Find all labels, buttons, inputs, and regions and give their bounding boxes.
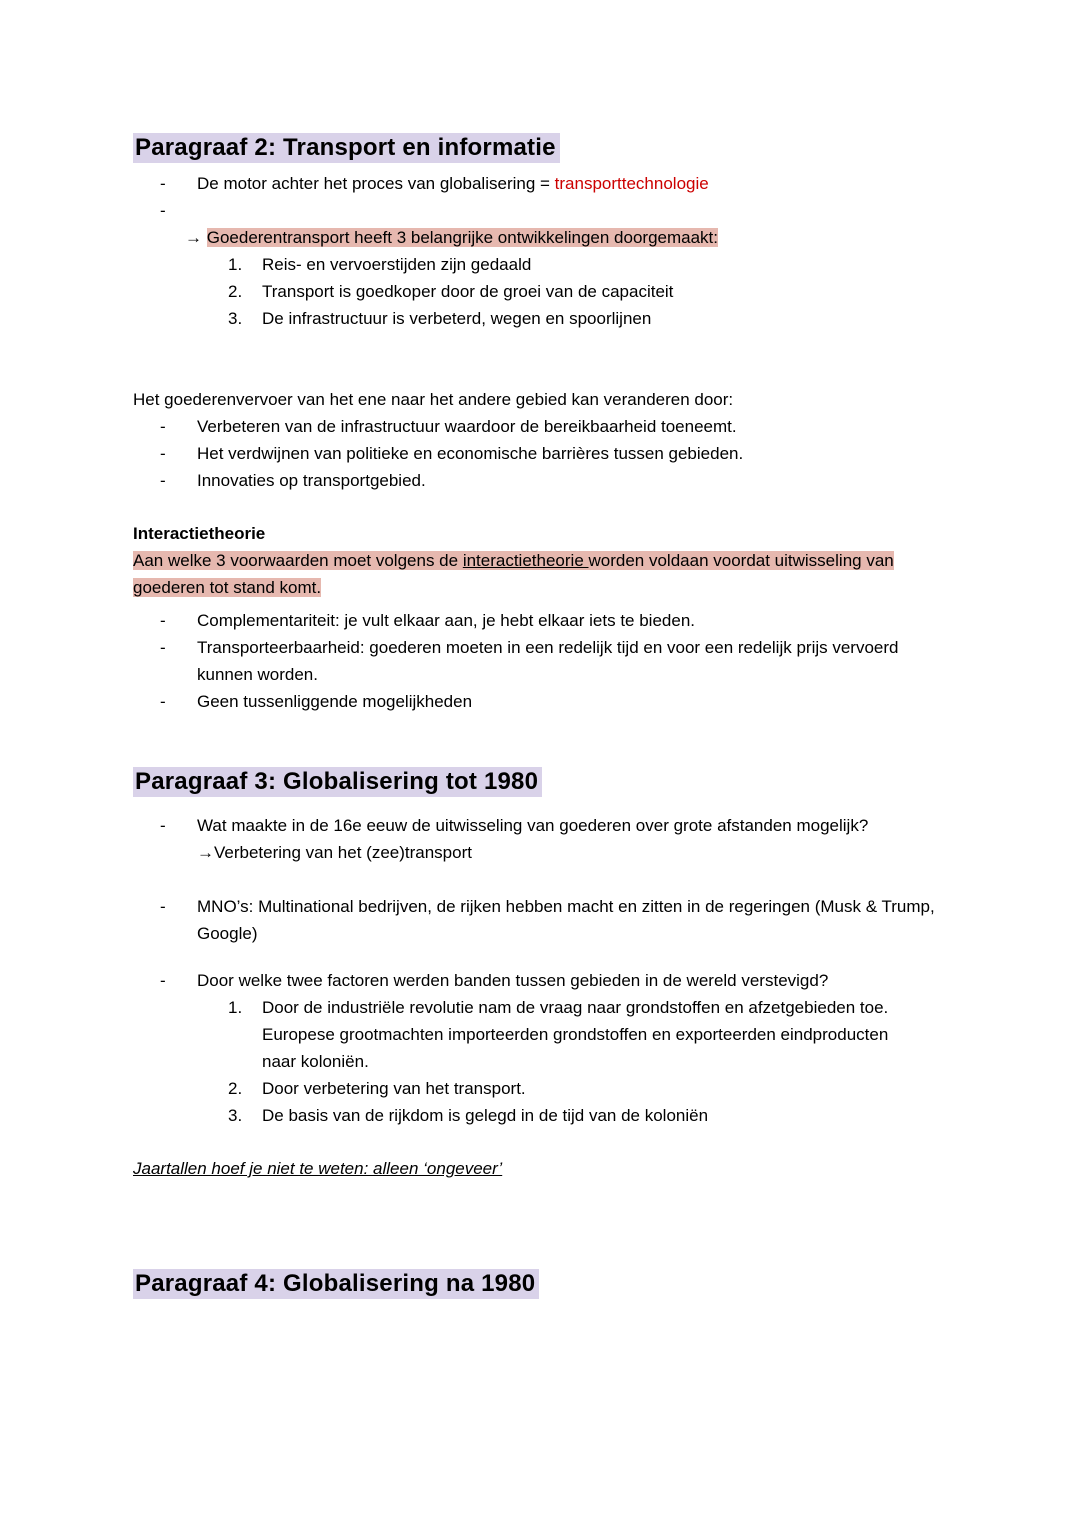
- red-term-transporttechnologie: transporttechnologie: [554, 174, 709, 193]
- section-paragraaf-2: [133, 131, 949, 715]
- numbered-item: [133, 251, 949, 278]
- bullet-motor: [133, 170, 949, 197]
- interactietheorie-subheading: Interactietheorie: [133, 524, 266, 543]
- section-paragraaf-4: [133, 1267, 949, 1300]
- interactie-question-part2: worden voldaan voordat uitwisseling van goederen tot stand komt.: [133, 551, 894, 597]
- heading-paragraaf-3-text: Paragraaf 3: Globalisering tot 1980: [133, 767, 542, 797]
- bullet-voorwaarde: [133, 688, 949, 715]
- number-marker: 1.: [228, 998, 243, 1017]
- number-marker: 2.: [228, 1079, 243, 1098]
- bullet-text: Transporteerbaarheid: goederen moeten in een redelijk tijd en voor een redelijk prijs vervoerd kunnen worden.: [197, 638, 899, 684]
- voorwaarden-list: [133, 607, 949, 715]
- bullet-mno: [133, 893, 949, 947]
- numbered-item: [133, 305, 949, 332]
- number-marker: 2.: [228, 282, 243, 301]
- vervoer-intro: Het goederenvervoer van het ene naar het andere gebied kan veranderen door:: [133, 390, 734, 409]
- numbered-item-text: Transport is goedkoper door de groei van de capaciteit: [262, 282, 674, 301]
- heading-paragraaf-4-text: Paragraaf 4: Globalisering na 1980: [133, 1269, 539, 1299]
- numbered-item: [133, 278, 949, 305]
- vraag-16e-antwoord: →Verbetering van het (zee)transport: [197, 843, 472, 862]
- bullet-vervoer-reden: [133, 440, 949, 467]
- bullet-motor-prefix: De motor achter het proces van globalisering =: [197, 174, 555, 193]
- dash-marker: -: [160, 816, 166, 835]
- bullet-empty: [133, 197, 949, 224]
- number-marker: 1.: [228, 255, 243, 274]
- numbered-item: [133, 1075, 949, 1102]
- bullet-motor-text: [197, 170, 709, 197]
- numbered-item-text: Door de industriële revolutie nam de vraag naar grondstoffen en afzetgebieden toe. Europese grootmachten importeerden grondstoffen en exporteerden eindproducten naar koloniën.: [262, 998, 889, 1071]
- goederentransport-line: [133, 224, 949, 251]
- interactie-question: [133, 547, 933, 601]
- arrow-right-icon: →: [185, 228, 202, 247]
- numbered-item: [133, 1102, 949, 1129]
- bullet-text: MNO’s: Multinational bedrijven, de rijken hebben macht en zitten in de regeringen (Musk & Trump, Google): [197, 897, 935, 943]
- dash-marker: -: [160, 417, 166, 436]
- dash-marker: -: [160, 471, 166, 490]
- dash-marker: -: [160, 174, 166, 193]
- heading-paragraaf-4: [133, 1267, 949, 1300]
- bullet-voorwaarde: [133, 634, 949, 688]
- bullet-text: Door welke twee factoren werden banden tussen gebieden in de wereld verstevigd?: [197, 971, 829, 990]
- bullet-vraag-16e: [133, 812, 949, 839]
- dash-marker: -: [160, 201, 166, 220]
- section-paragraaf-3: [133, 765, 949, 1182]
- interactie-question-part1: Aan welke 3 voorwaarden moet volgens de: [133, 551, 463, 570]
- numbered-item-text: Door verbetering van het transport.: [262, 1079, 526, 1098]
- number-marker: 3.: [228, 309, 243, 328]
- bullet-factoren-vraag: [133, 967, 949, 994]
- dash-marker: -: [160, 611, 166, 630]
- numbered-item-text: De infrastructuur is verbeterd, wegen en spoorlijnen: [262, 309, 652, 328]
- bullet-text: Verbeteren van de infrastructuur waardoor de bereikbaarheid toeneemt.: [197, 417, 737, 436]
- dash-marker: -: [160, 638, 166, 657]
- document-page: [133, 0, 949, 1300]
- bullet-text: Complementariteit: je vult elkaar aan, je hebt elkaar iets te bieden.: [197, 611, 695, 630]
- dash-marker: -: [160, 444, 166, 463]
- heading-paragraaf-2-text: Paragraaf 2: Transport en informatie: [133, 133, 560, 163]
- bullet-vervoer-reden: [133, 467, 949, 494]
- bullet-text: Innovaties op transportgebied.: [197, 471, 426, 490]
- dash-marker: -: [160, 897, 166, 916]
- bullet-text: Het verdwijnen van politieke en economische barrières tussen gebieden.: [197, 444, 744, 463]
- number-marker: 3.: [228, 1106, 243, 1125]
- bullet-vervoer-reden: [133, 413, 949, 440]
- numbered-item-text: De basis van de rijkdom is gelegd in de tijd van de koloniën: [262, 1106, 709, 1125]
- bullet-voorwaarde: [133, 607, 949, 634]
- heading-paragraaf-2: [133, 131, 949, 164]
- bullet-text: Wat maakte in de 16e eeuw de uitwisseling van goederen over grote afstanden mogelijk?: [197, 816, 869, 835]
- numbered-item-text: Reis- en vervoerstijden zijn gedaald: [262, 255, 532, 274]
- goederentransport-highlight: Goederentransport heeft 3 belangrijke ontwikkelingen doorgemaakt:: [206, 228, 718, 247]
- interactie-question-underlined-term: interactietheorie: [462, 551, 589, 570]
- numbered-item: [133, 994, 949, 1075]
- heading-paragraaf-3: [133, 765, 949, 798]
- dash-marker: -: [160, 692, 166, 711]
- bullet-text: Geen tussenliggende mogelijkheden: [197, 692, 473, 711]
- dash-marker: -: [160, 971, 166, 990]
- jaartallen-note: Jaartallen hoef je niet te weten: alleen ‘ongeveer’: [133, 1159, 503, 1178]
